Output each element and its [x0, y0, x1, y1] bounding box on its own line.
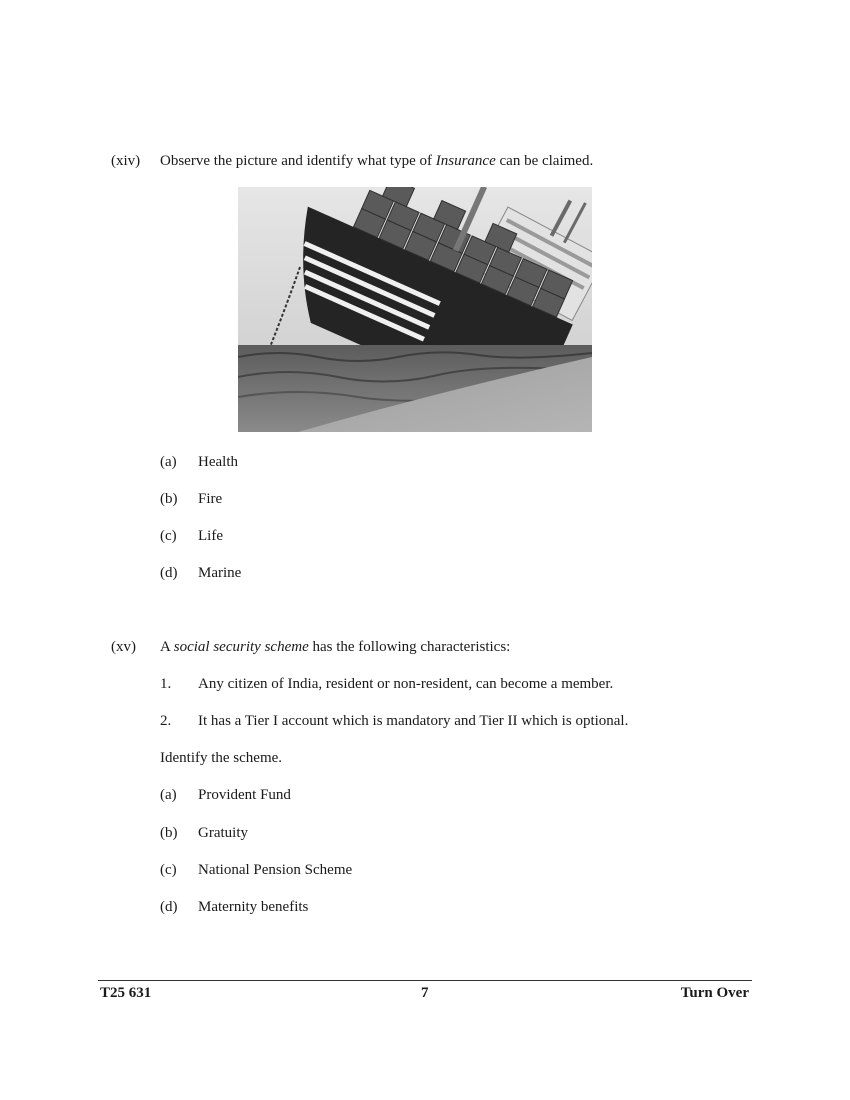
- question-text: Observe the picture and identify what type of Insurance can be claimed.: [160, 153, 594, 169]
- question-number: (xiv): [111, 153, 141, 169]
- footer-rule: [98, 980, 752, 981]
- question-prompt: Identify the scheme.: [160, 750, 283, 766]
- point-text: It has a Tier I account which is mandatory and Tier II which is optional.: [198, 713, 629, 729]
- option-text: Provident Fund: [198, 787, 291, 803]
- option-text: Fire: [198, 491, 223, 507]
- question-number: (xv): [111, 639, 136, 655]
- option-label: (d): [160, 565, 178, 581]
- point-number: 1.: [160, 676, 172, 692]
- point-number: 2.: [160, 713, 172, 729]
- question-text: A social security scheme has the following characteristics:: [160, 639, 511, 655]
- option-label: (b): [160, 491, 178, 507]
- option-text: Gratuity: [198, 825, 248, 841]
- option-text: Health: [198, 454, 238, 470]
- point-text: Any citizen of India, resident or non-resident, can become a member.: [198, 676, 614, 692]
- option-label: (c): [160, 862, 177, 878]
- option-label: (d): [160, 899, 178, 915]
- option-text: Maternity benefits: [198, 899, 309, 915]
- option-text: Marine: [198, 565, 242, 581]
- option-text: Life: [198, 528, 223, 544]
- option-label: (a): [160, 454, 177, 470]
- option-label: (a): [160, 787, 177, 803]
- sinking-cargo-ship-icon: [238, 187, 592, 432]
- page-number: 7: [421, 985, 429, 1001]
- turn-over-label: Turn Over: [680, 985, 749, 1001]
- option-label: (b): [160, 825, 178, 841]
- paper-code: T25 631: [100, 985, 152, 1001]
- option-label: (c): [160, 528, 177, 544]
- option-text: National Pension Scheme: [198, 862, 353, 878]
